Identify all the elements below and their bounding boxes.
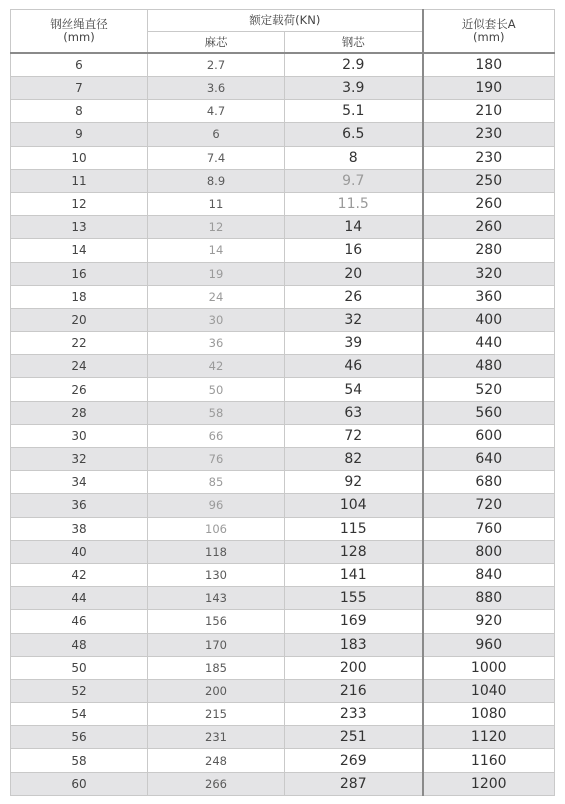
header-diameter	[11, 10, 148, 54]
table-row	[11, 448, 555, 471]
cell-approx-length: 440	[423, 332, 555, 355]
table-header	[11, 10, 555, 54]
table-row	[11, 633, 555, 656]
cell-hemp-core-load: 266	[148, 772, 285, 795]
table-body	[11, 53, 555, 795]
cell-approx-length: 360	[423, 285, 555, 308]
cell-approx-length: 920	[423, 610, 555, 633]
cell-diameter: 48	[11, 633, 148, 656]
cell-steel-core-load: 14	[285, 216, 423, 239]
table-row	[11, 239, 555, 262]
cell-diameter: 40	[11, 540, 148, 563]
cell-diameter: 26	[11, 378, 148, 401]
cell-hemp-core-load: 231	[148, 726, 285, 749]
table-row	[11, 77, 555, 100]
cell-approx-length: 260	[423, 192, 555, 215]
cell-steel-core-load: 269	[285, 749, 423, 772]
table-row	[11, 679, 555, 702]
table-row	[11, 192, 555, 215]
cell-steel-core-load: 128	[285, 540, 423, 563]
cell-steel-core-load: 104	[285, 494, 423, 517]
table-row	[11, 517, 555, 540]
cell-diameter: 54	[11, 703, 148, 726]
cell-approx-length: 600	[423, 424, 555, 447]
cell-diameter: 20	[11, 308, 148, 331]
table-row	[11, 100, 555, 123]
header-length	[423, 10, 555, 54]
cell-hemp-core-load: 76	[148, 448, 285, 471]
cell-approx-length: 400	[423, 308, 555, 331]
cell-hemp-core-load: 130	[148, 563, 285, 586]
cell-hemp-core-load: 58	[148, 401, 285, 424]
cell-steel-core-load: 169	[285, 610, 423, 633]
cell-steel-core-load: 72	[285, 424, 423, 447]
header-diameter-label: 钢丝绳直径	[50, 17, 108, 31]
table-row	[11, 587, 555, 610]
cell-hemp-core-load: 14	[148, 239, 285, 262]
cell-steel-core-load: 251	[285, 726, 423, 749]
cell-diameter: 44	[11, 587, 148, 610]
cell-steel-core-load: 9.7	[285, 169, 423, 192]
cell-hemp-core-load: 50	[148, 378, 285, 401]
cell-steel-core-load: 2.9	[285, 53, 423, 77]
cell-steel-core-load: 141	[285, 563, 423, 586]
cell-hemp-core-load: 215	[148, 703, 285, 726]
cell-approx-length: 1120	[423, 726, 555, 749]
table-row	[11, 610, 555, 633]
cell-diameter: 13	[11, 216, 148, 239]
cell-steel-core-load: 82	[285, 448, 423, 471]
cell-approx-length: 260	[423, 216, 555, 239]
table-row	[11, 332, 555, 355]
table-row	[11, 262, 555, 285]
wire-rope-spec-table	[10, 9, 555, 796]
cell-approx-length: 230	[423, 146, 555, 169]
cell-approx-length: 960	[423, 633, 555, 656]
cell-hemp-core-load: 85	[148, 471, 285, 494]
cell-diameter: 14	[11, 239, 148, 262]
cell-hemp-core-load: 143	[148, 587, 285, 610]
cell-steel-core-load: 8	[285, 146, 423, 169]
cell-approx-length: 640	[423, 448, 555, 471]
table-row	[11, 146, 555, 169]
cell-approx-length: 180	[423, 53, 555, 77]
cell-steel-core-load: 287	[285, 772, 423, 795]
header-length-label: 近似套长A	[461, 17, 516, 31]
cell-approx-length: 190	[423, 77, 555, 100]
cell-hemp-core-load: 106	[148, 517, 285, 540]
cell-steel-core-load: 155	[285, 587, 423, 610]
table-row	[11, 656, 555, 679]
table-row	[11, 355, 555, 378]
table-row	[11, 471, 555, 494]
cell-hemp-core-load: 118	[148, 540, 285, 563]
cell-steel-core-load: 16	[285, 239, 423, 262]
table-row	[11, 772, 555, 795]
cell-steel-core-load: 11.5	[285, 192, 423, 215]
cell-approx-length: 210	[423, 100, 555, 123]
cell-hemp-core-load: 156	[148, 610, 285, 633]
table-row	[11, 169, 555, 192]
cell-steel-core-load: 46	[285, 355, 423, 378]
cell-diameter: 50	[11, 656, 148, 679]
cell-diameter: 11	[11, 169, 148, 192]
cell-approx-length: 480	[423, 355, 555, 378]
cell-diameter: 58	[11, 749, 148, 772]
cell-approx-length: 1200	[423, 772, 555, 795]
header-diameter-unit: (mm)	[63, 30, 95, 44]
cell-hemp-core-load: 36	[148, 332, 285, 355]
header-hemp-core: 麻芯	[148, 32, 285, 54]
cell-approx-length: 800	[423, 540, 555, 563]
cell-hemp-core-load: 248	[148, 749, 285, 772]
wire-rope-spec-table-container	[10, 9, 554, 796]
cell-diameter: 7	[11, 77, 148, 100]
cell-hemp-core-load: 66	[148, 424, 285, 447]
cell-approx-length: 320	[423, 262, 555, 285]
cell-steel-core-load: 26	[285, 285, 423, 308]
cell-steel-core-load: 5.1	[285, 100, 423, 123]
cell-approx-length: 280	[423, 239, 555, 262]
cell-diameter: 28	[11, 401, 148, 424]
cell-steel-core-load: 54	[285, 378, 423, 401]
cell-diameter: 52	[11, 679, 148, 702]
cell-approx-length: 520	[423, 378, 555, 401]
header-steel-core: 钢芯	[285, 32, 423, 54]
cell-steel-core-load: 92	[285, 471, 423, 494]
table-row	[11, 726, 555, 749]
cell-diameter: 36	[11, 494, 148, 517]
cell-hemp-core-load: 6	[148, 123, 285, 146]
cell-approx-length: 560	[423, 401, 555, 424]
cell-steel-core-load: 20	[285, 262, 423, 285]
cell-approx-length: 230	[423, 123, 555, 146]
cell-hemp-core-load: 30	[148, 308, 285, 331]
cell-approx-length: 760	[423, 517, 555, 540]
cell-steel-core-load: 216	[285, 679, 423, 702]
cell-diameter: 22	[11, 332, 148, 355]
cell-hemp-core-load: 24	[148, 285, 285, 308]
cell-hemp-core-load: 2.7	[148, 53, 285, 77]
cell-approx-length: 250	[423, 169, 555, 192]
cell-diameter: 60	[11, 772, 148, 795]
cell-approx-length: 1040	[423, 679, 555, 702]
table-row	[11, 123, 555, 146]
cell-diameter: 30	[11, 424, 148, 447]
cell-diameter: 12	[11, 192, 148, 215]
cell-hemp-core-load: 170	[148, 633, 285, 656]
header-length-unit: (mm)	[473, 30, 505, 44]
table-row	[11, 401, 555, 424]
cell-steel-core-load: 32	[285, 308, 423, 331]
cell-steel-core-load: 200	[285, 656, 423, 679]
cell-hemp-core-load: 3.6	[148, 77, 285, 100]
cell-steel-core-load: 233	[285, 703, 423, 726]
table-row	[11, 563, 555, 586]
table-row	[11, 494, 555, 517]
cell-diameter: 34	[11, 471, 148, 494]
cell-hemp-core-load: 185	[148, 656, 285, 679]
cell-approx-length: 840	[423, 563, 555, 586]
cell-diameter: 24	[11, 355, 148, 378]
table-row	[11, 749, 555, 772]
cell-steel-core-load: 63	[285, 401, 423, 424]
cell-diameter: 42	[11, 563, 148, 586]
cell-hemp-core-load: 7.4	[148, 146, 285, 169]
cell-approx-length: 680	[423, 471, 555, 494]
cell-hemp-core-load: 8.9	[148, 169, 285, 192]
table-row	[11, 53, 555, 77]
cell-steel-core-load: 115	[285, 517, 423, 540]
cell-steel-core-load: 183	[285, 633, 423, 656]
cell-approx-length: 880	[423, 587, 555, 610]
cell-diameter: 10	[11, 146, 148, 169]
cell-diameter: 9	[11, 123, 148, 146]
cell-hemp-core-load: 4.7	[148, 100, 285, 123]
cell-diameter: 6	[11, 53, 148, 77]
cell-hemp-core-load: 42	[148, 355, 285, 378]
table-row	[11, 703, 555, 726]
cell-diameter: 16	[11, 262, 148, 285]
cell-hemp-core-load: 96	[148, 494, 285, 517]
table-row	[11, 378, 555, 401]
cell-diameter: 56	[11, 726, 148, 749]
cell-diameter: 18	[11, 285, 148, 308]
cell-hemp-core-load: 200	[148, 679, 285, 702]
cell-approx-length: 720	[423, 494, 555, 517]
cell-diameter: 46	[11, 610, 148, 633]
cell-hemp-core-load: 11	[148, 192, 285, 215]
header-load: 额定载荷(KN)	[148, 10, 423, 32]
cell-steel-core-load: 6.5	[285, 123, 423, 146]
cell-hemp-core-load: 12	[148, 216, 285, 239]
table-row	[11, 424, 555, 447]
cell-approx-length: 1080	[423, 703, 555, 726]
cell-steel-core-load: 3.9	[285, 77, 423, 100]
cell-diameter: 38	[11, 517, 148, 540]
cell-diameter: 32	[11, 448, 148, 471]
table-row	[11, 285, 555, 308]
cell-steel-core-load: 39	[285, 332, 423, 355]
cell-hemp-core-load: 19	[148, 262, 285, 285]
cell-approx-length: 1160	[423, 749, 555, 772]
cell-diameter: 8	[11, 100, 148, 123]
table-row	[11, 216, 555, 239]
cell-approx-length: 1000	[423, 656, 555, 679]
table-row	[11, 308, 555, 331]
table-row	[11, 540, 555, 563]
